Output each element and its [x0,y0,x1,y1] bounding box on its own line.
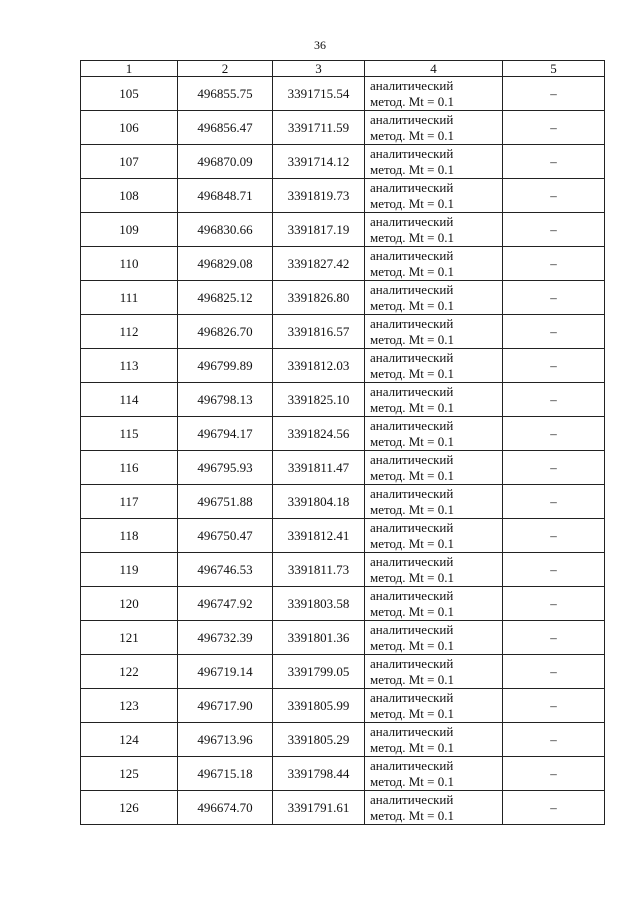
table-row [81,791,605,825]
table-row [81,417,605,451]
method-cell [365,723,503,757]
header-col-3: 3 [273,61,365,77]
coordinate-y: 3391819.73 [273,179,365,213]
method-line-1: аналитический [370,621,454,637]
coordinate-y: 3391711.59 [273,111,365,145]
method-line-1: аналитический [370,77,454,93]
method-line-1: аналитический [370,417,454,433]
note-cell: – [503,349,605,383]
method-line-2: метод. Mt = 0.1 [370,671,454,687]
method-line-2: метод. Mt = 0.1 [370,161,454,177]
method-line-1: аналитический [370,349,454,365]
method-line-2: метод. Mt = 0.1 [370,433,454,449]
method-line-2: метод. Mt = 0.1 [370,331,454,347]
method-cell [365,179,503,213]
point-number: 117 [81,485,178,519]
method-line-2: метод. Mt = 0.1 [370,127,454,143]
method-line-2: метод. Mt = 0.1 [370,229,454,245]
coordinate-x: 496750.47 [178,519,273,553]
table-row [81,349,605,383]
method-cell [365,621,503,655]
method-line-2: метод. Mt = 0.1 [370,637,454,653]
coordinate-y: 3391805.29 [273,723,365,757]
point-number: 123 [81,689,178,723]
method-line-1: аналитический [370,791,454,807]
point-number: 119 [81,553,178,587]
point-number: 125 [81,757,178,791]
table-row [81,723,605,757]
coordinate-y: 3391825.10 [273,383,365,417]
method-line-1: аналитический [370,247,454,263]
coordinate-y: 3391811.73 [273,553,365,587]
point-number: 110 [81,247,178,281]
method-cell [365,383,503,417]
method-cell [365,349,503,383]
table-row [81,281,605,315]
table-row [81,553,605,587]
table-body [81,77,605,825]
method-line-2: метод. Mt = 0.1 [370,603,454,619]
table-header-row [81,61,605,77]
note-cell: – [503,145,605,179]
note-cell: – [503,655,605,689]
method-line-1: аналитический [370,213,454,229]
note-cell: – [503,485,605,519]
coordinate-y: 3391812.41 [273,519,365,553]
table-row [81,621,605,655]
point-number: 112 [81,315,178,349]
method-line-1: аналитический [370,485,454,501]
table-row [81,689,605,723]
coordinate-x: 496826.70 [178,315,273,349]
table-row [81,77,605,111]
note-cell: – [503,587,605,621]
note-cell: – [503,315,605,349]
coordinate-y: 3391791.61 [273,791,365,825]
header-col-4: 4 [365,61,503,77]
coordinate-y: 3391826.80 [273,281,365,315]
coordinate-x: 496848.71 [178,179,273,213]
note-cell: – [503,383,605,417]
coordinate-y: 3391805.99 [273,689,365,723]
point-number: 118 [81,519,178,553]
point-number: 116 [81,451,178,485]
point-number: 106 [81,111,178,145]
table-row [81,247,605,281]
coordinate-x: 496713.96 [178,723,273,757]
method-line-1: аналитический [370,587,454,603]
coordinate-x: 496674.70 [178,791,273,825]
table-row [81,757,605,791]
coordinate-x: 496855.75 [178,77,273,111]
method-cell [365,587,503,621]
coordinate-y: 3391811.47 [273,451,365,485]
method-cell [365,553,503,587]
method-line-1: аналитический [370,315,454,331]
method-line-1: аналитический [370,655,454,671]
point-number: 122 [81,655,178,689]
point-number: 113 [81,349,178,383]
coordinates-table [80,60,605,825]
point-number: 108 [81,179,178,213]
method-cell [365,247,503,281]
method-cell [365,655,503,689]
point-number: 115 [81,417,178,451]
method-line-2: метод. Mt = 0.1 [370,535,454,551]
method-line-1: аналитический [370,111,454,127]
table-row [81,587,605,621]
point-number: 111 [81,281,178,315]
method-line-1: аналитический [370,757,454,773]
coordinate-y: 3391801.36 [273,621,365,655]
method-cell [365,417,503,451]
table-row [81,145,605,179]
method-line-1: аналитический [370,145,454,161]
page-number: 36 [314,38,326,52]
coordinate-y: 3391816.57 [273,315,365,349]
method-cell [365,145,503,179]
coordinate-x: 496715.18 [178,757,273,791]
point-number: 105 [81,77,178,111]
method-line-1: аналитический [370,723,454,739]
header-col-5: 5 [503,61,605,77]
coordinate-x: 496870.09 [178,145,273,179]
method-cell [365,315,503,349]
note-cell: – [503,213,605,247]
point-number: 124 [81,723,178,757]
coordinate-y: 3391799.05 [273,655,365,689]
method-line-1: аналитический [370,383,454,399]
table-row [81,485,605,519]
method-line-2: метод. Mt = 0.1 [370,501,454,517]
table-row [81,111,605,145]
coordinate-x: 496795.93 [178,451,273,485]
coordinate-y: 3391715.54 [273,77,365,111]
table-row [81,213,605,247]
coordinate-y: 3391812.03 [273,349,365,383]
method-cell [365,77,503,111]
table-row [81,179,605,213]
note-cell: – [503,723,605,757]
coordinate-y: 3391803.58 [273,587,365,621]
coordinate-x: 496732.39 [178,621,273,655]
coordinate-y: 3391798.44 [273,757,365,791]
table-row [81,315,605,349]
coordinate-y: 3391824.56 [273,417,365,451]
method-cell [365,213,503,247]
note-cell: – [503,757,605,791]
note-cell: – [503,179,605,213]
coordinate-x: 496719.14 [178,655,273,689]
coordinate-x: 496717.90 [178,689,273,723]
method-line-2: метод. Mt = 0.1 [370,297,454,313]
note-cell: – [503,281,605,315]
method-cell [365,757,503,791]
method-line-2: метод. Mt = 0.1 [370,807,454,823]
method-line-2: метод. Mt = 0.1 [370,467,454,483]
method-line-2: метод. Mt = 0.1 [370,263,454,279]
method-line-2: метод. Mt = 0.1 [370,93,454,109]
coordinate-x: 496856.47 [178,111,273,145]
table-row [81,383,605,417]
point-number: 120 [81,587,178,621]
table-row [81,451,605,485]
method-line-2: метод. Mt = 0.1 [370,739,454,755]
method-line-2: метод. Mt = 0.1 [370,195,454,211]
method-line-1: аналитический [370,281,454,297]
coordinate-x: 496746.53 [178,553,273,587]
coordinate-x: 496829.08 [178,247,273,281]
table-row [81,519,605,553]
table-row [81,655,605,689]
note-cell: – [503,77,605,111]
method-cell [365,111,503,145]
coordinate-x: 496751.88 [178,485,273,519]
point-number: 114 [81,383,178,417]
coordinate-y: 3391817.19 [273,213,365,247]
note-cell: – [503,451,605,485]
note-cell: – [503,791,605,825]
method-line-1: аналитический [370,179,454,195]
coordinate-y: 3391714.12 [273,145,365,179]
point-number: 121 [81,621,178,655]
method-line-1: аналитический [370,451,454,467]
note-cell: – [503,621,605,655]
method-cell [365,281,503,315]
method-line-2: метод. Mt = 0.1 [370,365,454,381]
method-line-2: метод. Mt = 0.1 [370,773,454,789]
note-cell: – [503,689,605,723]
header-col-2: 2 [178,61,273,77]
method-line-2: метод. Mt = 0.1 [370,705,454,721]
method-line-2: метод. Mt = 0.1 [370,399,454,415]
note-cell: – [503,111,605,145]
method-line-2: метод. Mt = 0.1 [370,569,454,585]
method-cell [365,519,503,553]
note-cell: – [503,553,605,587]
header-col-1: 1 [81,61,178,77]
method-line-1: аналитический [370,519,454,535]
method-line-1: аналитический [370,689,454,705]
coordinate-x: 496747.92 [178,587,273,621]
coordinate-x: 496794.17 [178,417,273,451]
coordinate-y: 3391804.18 [273,485,365,519]
note-cell: – [503,247,605,281]
point-number: 126 [81,791,178,825]
method-line-1: аналитический [370,553,454,569]
coordinate-x: 496798.13 [178,383,273,417]
method-cell [365,485,503,519]
point-number: 109 [81,213,178,247]
note-cell: – [503,417,605,451]
method-cell [365,791,503,825]
point-number: 107 [81,145,178,179]
coordinate-x: 496830.66 [178,213,273,247]
coordinate-x: 496825.12 [178,281,273,315]
note-cell: – [503,519,605,553]
method-cell [365,689,503,723]
coordinate-y: 3391827.42 [273,247,365,281]
coordinate-x: 496799.89 [178,349,273,383]
method-cell [365,451,503,485]
